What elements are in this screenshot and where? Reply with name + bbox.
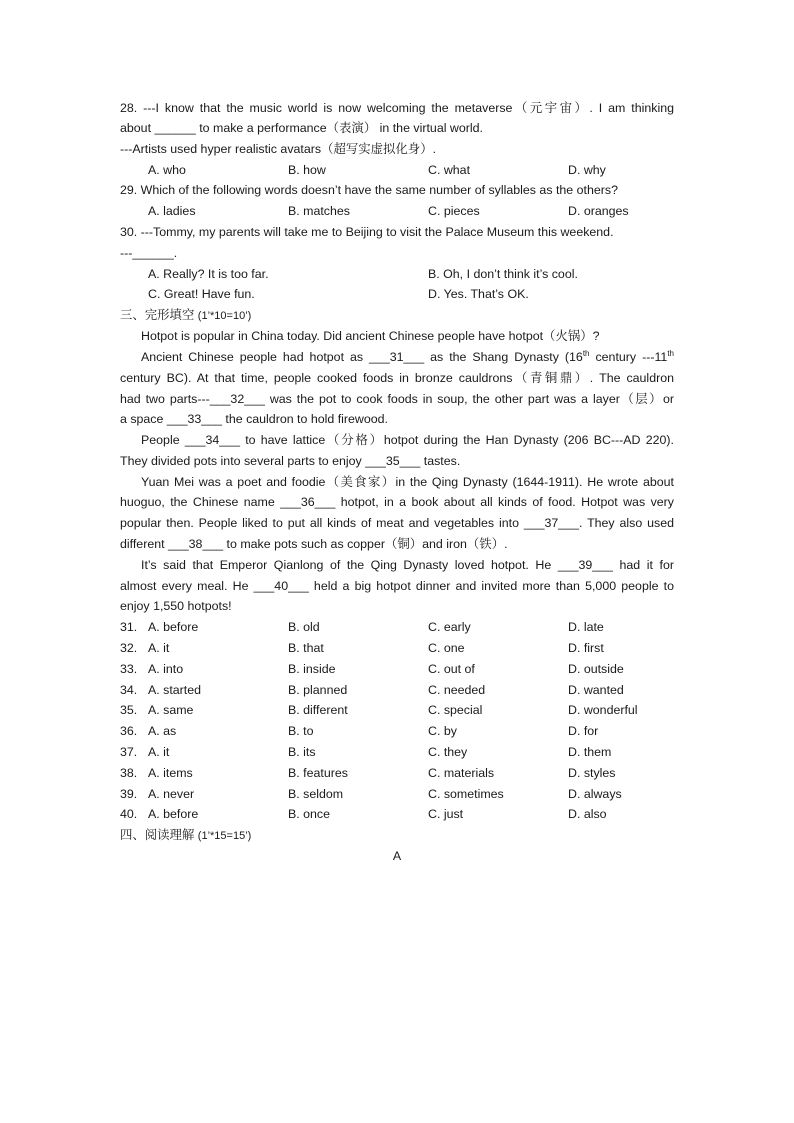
cloze-option-b: B. seldom bbox=[288, 787, 344, 801]
cloze-option-a: A. never bbox=[148, 787, 195, 801]
section3-title: 三、完形填空 bbox=[120, 308, 195, 322]
cloze-option-d: D. first bbox=[568, 641, 604, 655]
cloze-option-b: B. once bbox=[288, 807, 331, 821]
cloze-option-c: C. materials bbox=[428, 766, 495, 780]
section4-part-label: A bbox=[392, 849, 402, 863]
cloze-option-b: B. to bbox=[288, 724, 314, 738]
section4-score: (1’*15=15’) bbox=[197, 830, 252, 842]
q30-line2: ---______. bbox=[120, 246, 178, 260]
passage-p2-line1 bbox=[141, 349, 674, 365]
cloze-number: 40. bbox=[120, 807, 138, 821]
cloze-option-a: A. it bbox=[148, 745, 170, 759]
passage-p4-line4: different ___38___ to make pots such as copper（铜）and iron（铁）. bbox=[120, 537, 508, 551]
superscript-th: th bbox=[667, 348, 674, 358]
passage-p3-line1: People ___34___ to have lattice（分格）hotpot during the Han Dynasty (206 BC---AD 220). bbox=[141, 433, 674, 447]
cloze-option-b: B. inside bbox=[288, 662, 336, 676]
cloze-option-d: D. outside bbox=[568, 662, 624, 676]
q28-line2: about ______ to make a performance（表演） in the virtual world. bbox=[120, 121, 483, 135]
passage-p3-line2: They divided pots into several parts to enjoy ___35___ tastes. bbox=[120, 454, 461, 468]
cloze-option-a: A. it bbox=[148, 641, 170, 655]
q30-option-b: B. Oh, I don’t think it’s cool. bbox=[428, 267, 578, 281]
section3-score: (1’*10=10’) bbox=[197, 310, 252, 322]
passage-p2-line2: century BC). At that time, people cooked foods in bronze cauldrons（青铜鼎）. The cauldron bbox=[120, 371, 674, 385]
q29-option-b: B. matches bbox=[288, 204, 350, 218]
cloze-option-d: D. wonderful bbox=[568, 703, 638, 717]
passage-p4-line2: huoguo, the Chinese name ___36___ hotpot, in a book about all kinds of food. Hotpot was very bbox=[120, 495, 674, 509]
cloze-option-a: A. into bbox=[148, 662, 184, 676]
cloze-number: 35. bbox=[120, 703, 138, 717]
passage-p5-line2: almost every meal. He ___40___ held a big hotpot dinner and invited more than 5,000 people to bbox=[120, 579, 674, 593]
cloze-option-b: B. its bbox=[288, 745, 316, 759]
passage-p2-text-a: Ancient Chinese people had hotpot as ___31___ as the Shang Dynasty (16 bbox=[141, 350, 583, 364]
cloze-option-d: D. also bbox=[568, 807, 607, 821]
cloze-option-a: A. as bbox=[148, 724, 177, 738]
q28-option-b: B. how bbox=[288, 163, 326, 177]
cloze-option-c: C. they bbox=[428, 745, 468, 759]
cloze-option-c: C. by bbox=[428, 724, 457, 738]
section4-title: 四、阅读理解 bbox=[120, 828, 195, 842]
cloze-option-a: A. before bbox=[148, 807, 199, 821]
section3-heading bbox=[120, 307, 251, 324]
passage-p2-text-b: century ---11 bbox=[589, 350, 668, 364]
cloze-number: 37. bbox=[120, 745, 138, 759]
cloze-number: 39. bbox=[120, 787, 138, 801]
cloze-option-a: A. same bbox=[148, 703, 194, 717]
cloze-option-a: A. started bbox=[148, 683, 202, 697]
q28-option-c: C. what bbox=[428, 163, 471, 177]
cloze-option-d: D. late bbox=[568, 620, 604, 634]
cloze-option-b: B. old bbox=[288, 620, 320, 634]
cloze-option-b: B. that bbox=[288, 641, 324, 655]
cloze-option-d: D. wanted bbox=[568, 683, 624, 697]
cloze-option-d: D. them bbox=[568, 745, 612, 759]
cloze-option-a: A. items bbox=[148, 766, 193, 780]
q30-line1: 30. ---Tommy, my parents will take me to Beijing to visit the Palace Museum this weekend. bbox=[120, 225, 614, 239]
q28-option-a: A. who bbox=[148, 163, 186, 177]
passage-p4-line3: popular then. People liked to put all kinds of meat and vegetables into ___37___. They also used bbox=[120, 516, 674, 530]
cloze-number: 31. bbox=[120, 620, 138, 634]
section4-heading bbox=[120, 827, 251, 844]
cloze-option-c: C. sometimes bbox=[428, 787, 504, 801]
passage-p5-line1: It’s said that Emperor Qianlong of the Qing Dynasty loved hotpot. He ___39___ had it for bbox=[141, 558, 674, 572]
passage-p5-line3: enjoy 1,550 hotpots! bbox=[120, 599, 232, 613]
cloze-number: 36. bbox=[120, 724, 138, 738]
q30-option-a: A. Really? It is too far. bbox=[148, 267, 269, 281]
cloze-number: 32. bbox=[120, 641, 138, 655]
q28-option-d: D. why bbox=[568, 163, 606, 177]
cloze-option-a: A. before bbox=[148, 620, 199, 634]
cloze-option-d: D. styles bbox=[568, 766, 616, 780]
cloze-option-c: C. needed bbox=[428, 683, 486, 697]
cloze-number: 34. bbox=[120, 683, 138, 697]
q29-option-d: D. oranges bbox=[568, 204, 629, 218]
cloze-option-c: C. just bbox=[428, 807, 464, 821]
passage-p2-line4: a space ___33___ the cauldron to hold firewood. bbox=[120, 412, 388, 426]
q29-option-a: A. ladies bbox=[148, 204, 196, 218]
cloze-number: 33. bbox=[120, 662, 138, 676]
passage-p4-line1: Yuan Mei was a poet and foodie（美食家）in the Qing Dynasty (1644-1911). He wrote about bbox=[141, 475, 674, 489]
q29-option-c: C. pieces bbox=[428, 204, 480, 218]
superscript-th: th bbox=[582, 348, 590, 358]
passage-p1: Hotpot is popular in China today. Did ancient Chinese people have hotpot（火锅）? bbox=[141, 329, 600, 343]
q28-line3: ---Artists used hyper realistic avatars（超写实虚拟化身）. bbox=[120, 142, 437, 156]
cloze-option-c: C. one bbox=[428, 641, 465, 655]
cloze-option-d: D. for bbox=[568, 724, 599, 738]
q30-option-c: C. Great! Have fun. bbox=[148, 287, 255, 301]
cloze-option-c: C. early bbox=[428, 620, 471, 634]
passage-p2-line3: had two parts---___32___ was the pot to cook foods in soup, the other part was a layer（层）or bbox=[120, 392, 674, 406]
cloze-option-b: B. features bbox=[288, 766, 348, 780]
cloze-option-b: B. different bbox=[288, 703, 348, 717]
cloze-option-c: C. special bbox=[428, 703, 483, 717]
cloze-option-b: B. planned bbox=[288, 683, 348, 697]
cloze-number: 38. bbox=[120, 766, 138, 780]
q29-line1: 29. Which of the following words doesn’t have the same number of syllables as the others? bbox=[120, 183, 618, 197]
q30-option-d: D. Yes. That’s OK. bbox=[428, 287, 529, 301]
cloze-option-d: D. always bbox=[568, 787, 622, 801]
cloze-option-c: C. out of bbox=[428, 662, 475, 676]
q28-line1: 28. ---I know that the music world is now welcoming the metaverse（元宇宙）. I am thinking bbox=[120, 101, 674, 115]
